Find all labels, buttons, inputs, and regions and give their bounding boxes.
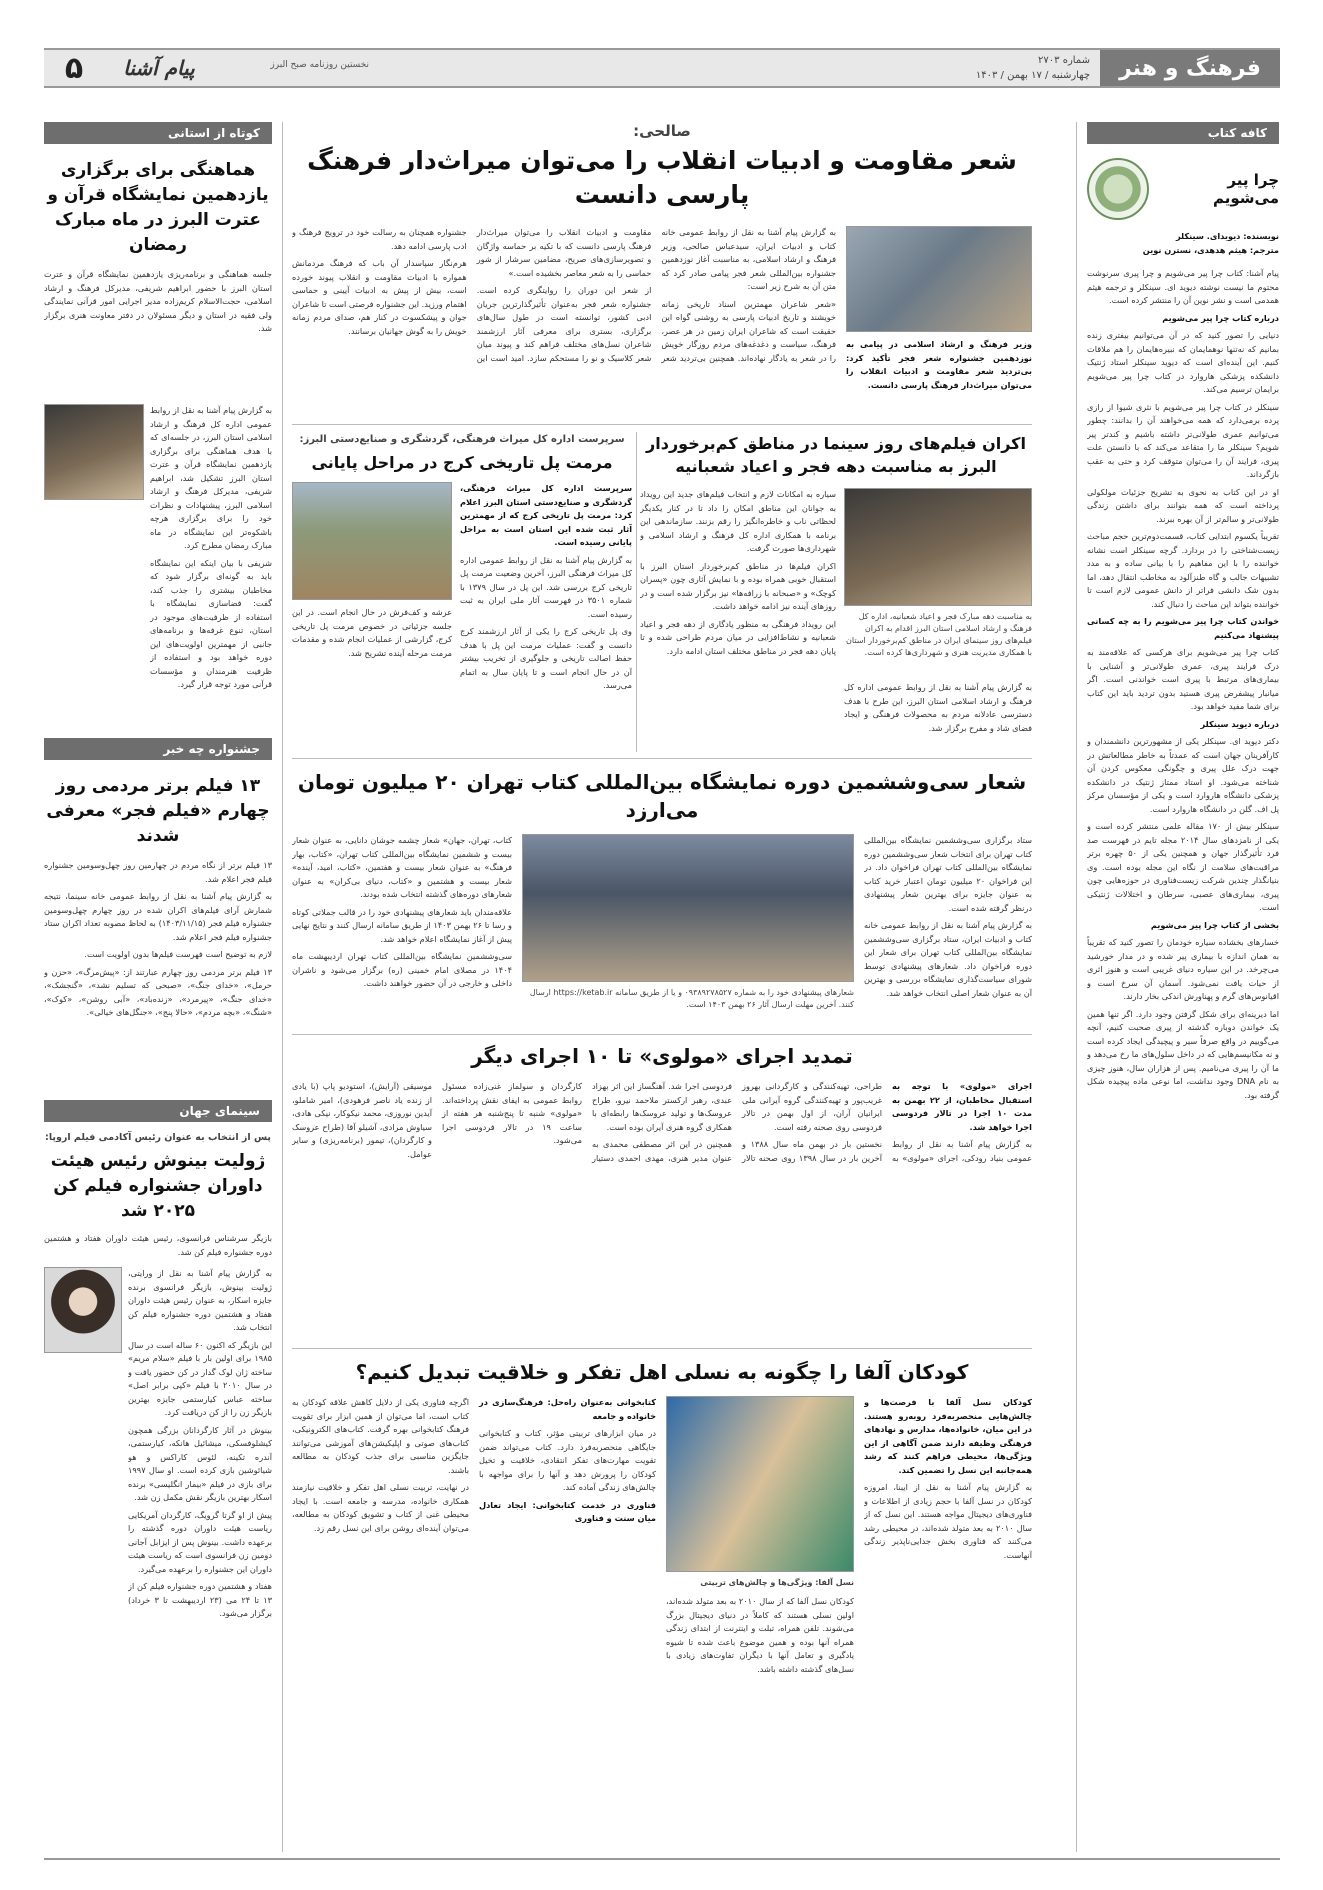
- cinema-story-paragraph: به گزارش پیام آشنا به نقل از روابط عمومی اداره کل فرهنگ و ارشاد اسلامی استان البرز، این طرح با هدف دسترسی عادلانه مردم به محصولات فرهنگی و ایجاد فضای شاد و مفرح برگزار شد.: [844, 682, 1032, 733]
- cinema-world-body: [44, 1267, 272, 1827]
- bookfair-paragraph: علاقه‌مندان باید شعارهای پیشنهادی خود را در قالب جملاتی کوتاه و رسا تا ۲۶ بهمن ۱۴۰۳ از طریق سامانه ارسال کنند و نتایج نهایی پیش از آغاز نمایشگاه اعلام خواهد شد.: [292, 906, 512, 944]
- column-divider: [282, 122, 283, 1852]
- cinema-story-body: [640, 488, 836, 750]
- alpha-paragraph: اگرچه فناوری یکی از دلایل کاهش علاقه کودکان به کتاب است، اما می‌توان از همین ابزار برای تقویت فرهنگ کتابخوانی بهره گرفت. کتاب‌های الکترونیکی، کتاب‌های صوتی و اپلیکیشن‌های آموزشی می‌توانند جایگزین مناسبی برای جذب کودکان به مطالعه باشند.: [292, 1397, 469, 1475]
- cinema-story-paragraph: سیاره به امکانات لازم و انتخاب فیلم‌های جدید این رویداد به جوانان این مناطق امکان را داد تا در کنار یکدیگر لحظاتی ناب و خاطره‌انگیز را رقم بزنند. سازماندهی این برنامه با همکاری اداره کل فرهنگ و ارشاد اسلامی و شهرداری‌ها صورت گرفت.: [640, 489, 836, 553]
- book-paragraph: سینکلر بیش از ۱۷۰ مقاله علمی منتشر کرده است و یکی از نامزدهای سال ۲۰۱۴ مجله تایم در فهرست صد فرد تأثیرگذار جهان و همچنین یکی از ۵۰ چهره برتر مراقبت‌های سلامت از نگاه این مجله بوده است. وی بنیانگذار چندین شرکت زیست‌فناوری در حوزه‌هایی چون پیری، بیماری‌های عصبی، سرطان و اختلالات ژنتیکی است.: [1087, 821, 1279, 912]
- bookfair-lead: ستاد برگزاری سی‌وششمین نمایشگاه بین‌المللی کتاب تهران برای انتخاب شعار سی‌وششمین دوره نمایشگاه بین‌المللی کتاب تهران فراخوان داد. در این فراخوان ۲۰ میلیون تومان اعتبار خرید کتاب به عنوان جایزه برای بهترین شعار پیشنهادی درنظر گرفته شده است.: [864, 835, 1032, 913]
- book-translators: مترجم: هیثم هدهدی، نسترن نوین: [1142, 244, 1279, 255]
- molavi-lead: اجرای «مولوی» با توجه به استقبال مخاطبان، از ۲۲ بهمن به مدت ۱۰ اجرا در تالار فردوسی اجرا خواهد شد.: [892, 1081, 1032, 1132]
- bookfair-paragraph: به گزارش پیام آشنا به نقل از روابط عمومی خانه کتاب و ادبیات ایران، ستاد برگزاری سی‌وششمین نمایشگاه بین‌المللی کتاب تهران برای شعار این دوره فراخوان داد. شعارهای پیشنهادی توسط شورای سیاست‌گذاری نمایشگاه بررسی و بهترین آن به عنوان شعار اصلی انتخاب خواهد شد.: [864, 920, 1032, 998]
- book-cafe-column: [1087, 122, 1279, 1852]
- bookfair-paragraph: سی‌وششمین نمایشگاه بین‌المللی کتاب تهران اردیبهشت ماه ۱۴۰۴ در مصلای امام خمینی (ره) برگزار می‌شود و ناشران داخلی و خارجی در آن حضور خواهند داشت.: [292, 951, 512, 988]
- cinema-story-paragraph: اکران فیلم‌ها در مناطق کم‌برخوردار استان البرز با استقبال خوبی همراه بوده و با نمایش آثاری چون «پسران کوچک» و «صبحانه با زرافه‌ها» نیز برگزار شده است و در روزهای آینده نیز ادامه خواهد داشت.: [640, 560, 836, 611]
- cinema-world-kicker: پس از انتخاب به عنوان رئیس آکادمی فیلم اروپا:: [45, 1132, 271, 1143]
- bookfair-col-1: [864, 834, 1032, 1044]
- short-news-headline: هماهنگی برای برگزاری یازدهمین نمایشگاه قرآن و عترت البرز در ماه مبارک رمضان: [47, 160, 269, 255]
- film-festival-header: جشنواره چه خبر: [44, 738, 272, 760]
- bridge-story-paragraph: عرشه و کف‌فرش در حال انجام است. در این جلسه جزئیاتی در خصوص مرمت پل تاریخی کرج، گزارشی از عملیات انجام شده و مقدمات مرمت مرحله آینده تشریح شد.: [292, 607, 452, 658]
- main-story-first-col: [846, 226, 1032, 446]
- molavi-paragraph: نخستین بار در بهمن ماه سال ۱۳۸۸ و آخرین بار در سال ۱۳۹۸ روی صحنه تالار فردوسی اجرا شد. آهنگساز این اثر بهزاد عبدی، رهبر ارکستر ملاحمد نیرو، طراح عروسک‌ها و تولید عروسک‌ها رابطه‌ای با همکاری گروه هنری آیران بوده است.: [592, 1081, 882, 1163]
- molavi-paragraph: همچنین در این اثر مصطفی محمدی به عنوان مدیر هنری، مهدی احمدی دستیار کارگردان و سولماز غنی‌زاده مسئول روابط عمومی به ایفای نقش پرداخته‌اند. «مولوی» شنبه تا پنج‌شنبه هر هفته از ساعت ۱۹ در تالار فردوسی اجرا می‌شود.: [442, 1081, 732, 1163]
- alpha-subheading: کتابخوانی به‌عنوان راه‌حل: فرهنگ‌سازی در خانواده و جامعه: [479, 1397, 656, 1421]
- film-festival-paragraph: لازم به توضیح است فهرست فیلم‌ها بدون اولویت است.: [84, 949, 272, 959]
- cinema-world-paragraph: بینوش در آثار کارگردانان بزرگی همچون کیشلوفسکی، میشائیل هانکه، کیارستمی، آندره تکینه، لئوس کاراکس و هو شیائوشین بازی کرده است. او سال ۱۹۹۷ برای بازی در فیلم «بیمار انگلیسی» برنده اسکار بهترین بازیگر نقش مکمل زن شد.: [128, 1424, 272, 1502]
- cinema-world-box: [44, 1100, 272, 1852]
- issue-date: چهارشنبه / ۱۷ بهمن / ۱۴۰۳: [975, 70, 1090, 81]
- cinema-story-caption: به مناسبت دهه مبارک فجر و اعیاد شعبانیه، اداره کل فرهنگ و ارشاد اسلامی استان البرز اقدام به اکران فیلم‌های روز سینمای ایران در مناطق کم‌برخوردار استان با همکاری مدیریت هنری و شهرداری‌ها کرده است.: [846, 612, 1032, 657]
- cinema-world-paragraph: این بازیگر که اکنون ۶۰ ساله است در سال ۱۹۸۵ برای اولین بار با فیلم «سلام مریم» ساخته ژان لوک گدار در کن حضور یافت و در سال ۲۰۱۰ با فیلم «کپی برابر اصل» ساخته عباس کیارستمی جایزه بهترین بازیگر زن را از کن دریافت کرد.: [128, 1339, 272, 1417]
- section-divider: [292, 424, 1032, 425]
- page-bottom-rule: [44, 1858, 1280, 1860]
- section-divider: [292, 1348, 1032, 1349]
- photo-boy-reading: [666, 1396, 854, 1572]
- alpha-subheading: فناوری در خدمت کتابخوانی: ایجاد تعادل میان سنت و فناوری: [479, 1499, 656, 1523]
- short-news-lead: جلسه هماهنگی و برنامه‌ریزی یازدهمین نمایشگاه قرآن و عترت استان البرز با حضور ابراهیم شریفی، مدیرکل فرهنگ و ارشاد اسلامی، حجت‌الاسلام کریم‌زاده مدیر اجرایی امور قرآنی نمایندگی ولی فقیه در استان و دیگر مسئولان در دفتر معاونت هنری برگزار شد.: [44, 269, 272, 333]
- book-paragraph: اما دیرینه‌ای برای شکل گرفتن وجود دارد. اگر تنها همین یک خواندن دوباره گذشته از پیری صحبت کنیم، آنچه می‌گوییم در واقع صرفاً سیر و پیچیدگی ایجاد کرده است و نه مکانیسم‌هایی که در داخل سلول‌های ما رخ می‌دهد و ما آن را پیری می‌نامیم. پس از هزاران سال، هنوز چیزی به نام DNA وجود نداشت، اما نوعی ماده پیچیده شکل گرفته بود.: [1087, 1008, 1279, 1100]
- book-intro: پیام آشنا: کتاب چرا پیر می‌شویم و چرا پیری سرنوشت محتوم ما نیست نوشته دیوید ای. سینکلر و ترجمه هیثم همدمی است و نشر نوین آن را منتشر کرده است.: [1087, 268, 1279, 305]
- book-paragraph: دنیایی را تصور کنید که در آن می‌توانیم بیفتری زنده بمانیم که نه‌تنها نوهمایمان که نبیره‌هایمان را هم ملاقات کنیم. این آینده‌ای است که دیوید سینکلر استاد ژنتیک دانشکده پزشکی هاروارد در کتاب چرا پیر می‌شویم برایمان ترسیم می‌کند.: [1087, 330, 1279, 394]
- photo-meeting: [44, 404, 144, 500]
- molavi-headline: تمدید اجرای «مولوی» تا ۱۰ اجرای دیگر: [471, 1044, 853, 1068]
- bridge-story-lead: سرپرست اداره کل میراث فرهنگی، گردشگری و صنایع‌دستی استان البرز اعلام کرد: مرمت پل تاریخی کرج که از مهمترین آثار ثبت شده این استان است به مراحل پایانی رسیده است.: [460, 483, 632, 547]
- main-story-paragraph: «شعر شاعران مهمترین اسناد تاریخی زمانه خویشند و تاریخ ادبیات پارسی به روشنی گواه این حقیقت است که شاعران ایران زمین در هر عصر، فرهنگ، سیاست و دغدغه‌های مردم روزگار خویش را در شعر به یادگار نهاده‌اند. همچنین بی‌تردید شعر مقاومت و ادبیات انقلاب را می‌توان میراث‌دار فرهنگ پارسی دانست که با تکیه بر حماسه واژگان و تصویرسازی‌های صریح، مضامین سرشار از شور حماسی را به شعر معاصر بخشیده است.»: [476, 227, 836, 363]
- main-story-paragraph: از شعر این دوران را روایتگری کرده است. جشنواره شعر فجر به‌عنوان تأثیرگذارترین جریان ادبی کشور، توانسته است در طول سال‌های برگزاری، بستری برای معرفی آثار ارزشمند شاعران نسل‌های مختلف فراهم کند و پیوند میان شعر کلاسیک و نو را مستحکم سازد. امید است این جشنواره همچنان به رسالت خود در ترویج فرهنگ و ادب پارسی ادامه دهد.: [292, 227, 652, 363]
- alpha-paragraph: کودکان نسل آلفا که از سال ۲۰۱۰ به بعد متولد شده‌اند، اولین نسلی هستند که کاملاً در دنیای دیجیتال بزرگ می‌شوند. تلفن همراه، تبلت و اینترنت از ابتدای زندگی همراه آنها بوده و همین موضوع باعث شده تا شیوه یادگیری و تعامل آنها با دیگران تفاوت‌های زیادی با نسل‌های گذشته داشته باشد.: [666, 1596, 854, 1674]
- book-paragraph: سینکلر در کتاب چرا پیر می‌شویم با نثری شیوا از رازی پرده برمی‌دارد که همه می‌خواهند آن را بدانند: چطور می‌توانیم عمری طولانی‌تر داشته باشیم و کندتر پیر شویم؟ سینکلر ما را متقاعد می‌کند که با دانستن علت پیری، فرایند آن را می‌توان متوقف کرد و حتی به عقب بازگرداند.: [1087, 401, 1279, 479]
- film-festival-box: [44, 738, 272, 1068]
- alpha-headline: کودکان آلفا را چگونه به نسلی اهل تفکر و خلاقیت تبدیل کنیم؟: [355, 1360, 969, 1384]
- film-festival-lead: ۱۳ فیلم برتر از نگاه مردم در چهارمین روز چهل‌وسومین جشنواره فیلم فجر اعلام شد.: [44, 860, 272, 884]
- issue-number: شماره ۲۷۰۳: [1038, 55, 1090, 66]
- book-cafe-body: [1087, 267, 1279, 1857]
- bridge-story-headline: مرمت پل تاریخی کرج در مراحل پایانی: [311, 453, 613, 472]
- short-news-paragraph: شریفی با بیان اینکه این نمایشگاه باید به گونه‌ای برگزار شود که مخاطبان بیشتری را جذب کند، گفت: فضاسازی نمایشگاه با استفاده از ظرفیت‌های موجود در استان، تنوع غرفه‌ها و برنامه‌های جانبی از مهمترین اولویت‌های این دوره خواهد بود و استفاده از ظرفیت هنرمندان و مؤسسات قرآنی مورد توجه قرار گیرد.: [150, 557, 272, 689]
- short-news-header: کوتاه از استانی: [44, 122, 272, 144]
- book-subheading-3: درباره دیوید سینکلر: [1200, 718, 1279, 729]
- alpha-intro: کودکان نسل آلفا با فرصت‌ها و چالش‌هایی منحصربه‌فرد روبه‌رو هستند. در این میان، خانواده‌ها، مدارس و نهادهای فرهنگی وظیفه دارند ضمن آگاهی از این ویژگی‌ها، محیطی فراهم کنند که رشد همه‌جانبه این نسل را تضمین کند.: [864, 1397, 1032, 1475]
- cinema-world-lead: بازیگر سرشناس فرانسوی، رئیس هیئت داوران هفتاد و هشتمین دوره جشنواره فیلم کن شد.: [44, 1233, 272, 1257]
- film-festival-paragraph: به گزارش پیام آشنا به نقل از روابط عمومی خانه سینما، نتیجه شمارش آرای فیلم‌های اکران شده در روز چهارم چهل‌وسومین جشنواره فیلم فجر (۱۴۰۳/۱۱/۱۵) به لحاظ مصوبه تعداد اکران ستاد جشنواره فیلم فجر اعلام شد.: [44, 891, 272, 942]
- film-festival-headline: ۱۳ فیلم برتر مردمی روز چهارم «فیلم فجر» معرفی شدند: [46, 776, 270, 846]
- bookfair-headline: شعار سی‌وششمین دوره نمایشگاه بین‌المللی کتاب تهران ۲۰ میلیون تومان می‌ارزد: [297, 770, 1027, 822]
- book-paragraph: کتاب چرا پیر می‌شویم برای هرکسی که علاقه‌مند به درک فرایند پیری، عمری طولانی‌تر و آشنایی با بیماری‌های مرتبط با پیری است خواندنی است. اگر میانبار پیشفرض پیری هستید بدون تردید باید این کتاب برای شما مفید خواهد بود.: [1087, 647, 1279, 711]
- alpha-body: [292, 1396, 656, 1836]
- bridge-story-paragraph: به گزارش پیام آشنا به نقل از روابط عمومی اداره کل میراث فرهنگی البرز، آخرین وضعیت مرمت پل تاریخی کرج بررسی شد. این پل در سال ۱۳۷۹ با شماره ۳۵۰۱ در فهرست آثار ملی ایران به ثبت رسیده است.: [460, 554, 632, 619]
- photo-juliette-binoche: [44, 1267, 122, 1353]
- photo-cinema-screening: [844, 488, 1032, 606]
- bookfair-paragraph: کتاب، تهران، جهان» شعار چشمه جوشان دانایی، به عنوان شعار بیست و ششمین نمایشگاه بین‌المللی کتاب تهران، «کتاب، بهار فرهنگ» به عنوان شعار بیست و هفتمین، «کتاب، امید، آینده» شعار بیست و هشتمین و «کتاب، دنیای بی‌کران» به عنوان شعارهای دوره‌های گذشته انتخاب شده بودند.: [292, 835, 512, 899]
- molavi-paragraph: به گزارش پیام آشنا به نقل از روابط عمومی بنیاد رودکی، اجرای «مولوی» به طراحی، تهیه‌کنندگی و کارگردانی بهروز غریب‌پور و تهیه‌کنندگی گروه آیرانی ملی ایرانیان آران، از اول بهمن در تالار فردوسی روی صحنه رفته است.: [742, 1081, 1032, 1163]
- cinema-story-paragraph: این رویداد فرهنگی به منظور یادگاری از دهه فجر و اعیاد شعبانیه و نشاط‌افزایی در میان مردم طراحی شده و تا پایان دهه فجر در مناطق مختلف استان ادامه دارد.: [640, 618, 836, 656]
- alpha-story: [292, 1358, 1032, 1852]
- main-story-headline: شعر مقاومت و ادبیات انقلاب را می‌توان میراث‌دار فرهنگ پارسی دانست: [307, 146, 1017, 209]
- book-subheading-2: خواندن کتاب چرا پیر می‌شویم را به چه کسانی پیشنهاد می‌کنیم: [1087, 616, 1279, 640]
- cinema-world-paragraph: پیش از او گرتا گرویگ، کارگردان آمریکایی ریاست هیئت داوران دوره گذشته را برعهده داشت. بینوش پس از ایزابل آجانی دومین زن فرانسوی است که ریاست هیئت داوران این جشنواره را برعهده می‌گیرد.: [128, 1509, 272, 1574]
- book-cover-logo-icon: [1087, 158, 1149, 220]
- book-author: نویسنده: دیویدای. سینکلر: [1175, 231, 1279, 241]
- main-story: [292, 122, 1032, 422]
- bridge-story-text-col: [460, 482, 632, 734]
- page-number: ۵: [64, 50, 84, 86]
- section-divider: [292, 758, 1032, 759]
- bookfair-col-3: [292, 834, 512, 1044]
- photo-book-fair: [522, 834, 854, 982]
- main-story-lead: وزیر فرهنگ و ارشاد اسلامی در پیامی به نوزدهمین جشنواره شعر فجر تأکید کرد: بی‌تردید شعر مقاومت و ادبیات انقلاب را می‌توان میراث‌دار فرهنگ پارسی دانست.: [846, 339, 1032, 390]
- bookfair-photo-col: [522, 834, 854, 1044]
- cinema-story-headline: اکران فیلم‌های روز سینما در مناطق کم‌برخوردار البرز به مناسبت دهه فجر و اعیاد شعبانیه: [646, 434, 1026, 476]
- cinema-world-paragraph: هفتاد و هشتمین دوره جشنواره فیلم کن از ۱۳ تا ۲۴ می (۲۳ اردیبهشت تا ۳ خرداد) برگزار می‌شود.: [128, 1581, 272, 1618]
- short-news-body: [44, 404, 272, 784]
- newspaper-logo: پیام آشنا: [123, 56, 195, 80]
- cinema-world-paragraph: به گزارش پیام آشنا به نقل از ورایتی، ژولیت بینوش، بازیگر فرانسوی برنده جایزه اسکار، به عنوان رئیس هیئت داوران هفتاد و هشتمین دوره جشنواره فیلم کن انتخاب شد.: [128, 1268, 272, 1332]
- section-title: فرهنگ و هنر: [1100, 50, 1280, 86]
- column-divider: [636, 432, 637, 752]
- alpha-caption: نسل آلفا: ویژگی‌ها و چالش‌های تربیتی: [700, 1578, 854, 1587]
- cinema-story: [640, 432, 1032, 752]
- short-news-paragraph: به گزارش پیام آشنا به نقل از روابط عمومی اداره کل فرهنگ و ارشاد اسلامی استان البرز، در جلسه‌ای که با هدف هماهنگی برای برگزاری یازدهمین نمایشگاه قرآن و عترت استان البرز تشکیل شد، ابراهیم شریفی، مدیرکل فرهنگ و ارشاد اسلامی البرز، پیشنهادات و نظرات خود را برای برگزاری هرچه باشکوه‌تر این نمایشگاه در ماه مبارک رمضان مطرح کرد.: [150, 405, 272, 550]
- short-news-box: [44, 122, 272, 712]
- cinema-world-headline: ژولیت بینوش رئیس هیئت داوران جشنواره فیلم کن ۲۰۲۵ شد: [50, 1151, 266, 1221]
- alpha-col-1: [864, 1396, 1032, 1836]
- main-story-body: [292, 226, 836, 446]
- bridge-story: [292, 432, 632, 752]
- molavi-paragraph: موسیقی (آرایش)، استودیو پاپ (با یادی از زنده یاد ناصر فرهودی)، امیر شاملو، آیدین نوروزی، محمد نیکوکار، نیکی هادی، سیاوش مرادی، آشیلو آقا (طراح عروسک و کارگردان)، تیمور (برنامه‌ریزی) و سایر عوامل.: [292, 1081, 432, 1159]
- book-subheading-1: درباره کتاب چرا پیر می‌شویم: [1162, 312, 1279, 323]
- newspaper-tagline: نخستین روزنامه صبح البرز: [270, 60, 369, 70]
- molavi-story: [292, 1042, 1032, 1342]
- book-paragraph: تقریباً یکسوم ابتدایی کتاب، قسمت‌دوم‌ترین حجم مباحث زیست‌شناختی را در بردارد. گرچه سینکلر است نشانه خواننده را با این مفاهیم را با بیانی ساده و به مدد تشبیهات جالب و گاه طنزآلود به مخاطب انتقال دهد، اما بدون شک دانشی فراتر از دانش عمومی لازم است تا خواننده بتواند این مباحث را دنبال کند.: [1087, 531, 1279, 609]
- main-story-paragraph: هرم‌نگار سپاسدار آن باب که فرهنگ مردمانش همواره با ادبیات مقاومت و انقلاب پیوند خورده است، بیش از پیش به ادبیات آیینی و حماسی اهتمام ورزید. این جشنواره فرصتی است تا شاعران جوان و پیشکسوت در کنار هم، صدای مردم زمانه خویش را به گوش جهانیان برسانند.: [292, 258, 467, 336]
- book-title: چرا پیر می‌شویم: [1212, 171, 1279, 207]
- issue-info: [970, 53, 1090, 83]
- photo-karaj-bridge: [292, 482, 452, 600]
- book-cafe-header: کافه کتاب: [1087, 122, 1279, 144]
- main-story-kicker: صالحی:: [633, 122, 691, 140]
- cinema-world-header: سینمای جهان: [44, 1100, 272, 1122]
- book-paragraph: او در این کتاب به نحوی به تشریح جزئیات مولکولی پرداخته است که همه بتوانند برای داشتن زندگی طولانی‌تر و سالم‌تر از آن بهره ببرند.: [1087, 486, 1279, 524]
- photo-minister: [846, 226, 1032, 332]
- film-festival-body: [44, 859, 272, 1079]
- bookfair-caption: شعارهای پیشنهادی خود را به شماره ۰۹۳۸۹۲۷۸۵۲۷ و یا از طریق سامانه https://ketab.ir ارسال کنند. آخرین مهلت ارسال آثار ۲۶ بهمن ۱۴۰۳ است.: [529, 988, 854, 1009]
- book-title-block: [1087, 158, 1279, 220]
- bridge-story-paragraph: وی پل تاریخی کرج را یکی از آثار ارزشمند کرج دانست و گفت: عملیات مرمت این پل با هدف حفظ اصالت تاریخی و جلوگیری از تخریب بیشتر آن در حال انجام است و تا پایان سال به اتمام می‌رسد.: [460, 626, 632, 690]
- column-divider: [1076, 122, 1077, 1852]
- alpha-paragraph: در میان ابزارهای تربیتی مؤثر، کتاب و کتابخوانی جایگاهی منحصربه‌فرد دارد. کتاب می‌تواند ضمن تقویت مهارت‌های تفکر انتقادی، خلاقیت و تخیل کودکان را پرورش دهد و آنها را برای مواجهه با چالش‌های زندگی آماده کند.: [479, 1428, 656, 1492]
- bookfair-story: [292, 768, 1032, 1028]
- bridge-story-kicker: سرپرست اداره کل میراث فرهنگی، گردشگری و صنایع‌دستی البرز:: [299, 434, 625, 445]
- molavi-body: [292, 1080, 1032, 1320]
- book-paragraph: دکتر دیوید ای. سینکلر یکی از مشهورترین دانشمندان و کارآفرینان جهان است که عمدتاً به خاطر مطالعاتش در جهت درک علل پیری و چگونگی معکوس کردن آن شناخته می‌شود. او استاد ممتاز ژنتیک در دانشکده پزشکی دانشگاه هاروارد است و یکی از مؤسسان مرکز پل اف. گلن در دانشگاه هاروارد است.: [1087, 736, 1279, 814]
- book-paragraph: خسارهای بخشاده سیاره خودمان را تصور کنید که تقریباً به همان اندازه با بیماری پیر شده و در مدار خورشید می‌چرخد. در این سیاره دنیای غریبی است و هنوز اثری از حیات یافت نمی‌شود. آسمان آن سرخ است و اقیانوس‌های گرم و پهناورش اندکی بخار دارند.: [1087, 937, 1279, 1001]
- bridge-story-photo-col: [292, 482, 452, 734]
- alpha-paragraph: در نهایت، تربیت نسلی اهل تفکر و خلاقیت نیازمند همکاری خانواده، مدرسه و جامعه است. با ایجاد محیطی غنی از کتاب و تشویق کودکان به مطالعه، می‌توان آینده‌ای روشن برای این نسل رقم زد.: [292, 1482, 469, 1533]
- page-header: [44, 48, 1280, 88]
- alpha-photo-col: [666, 1396, 854, 1836]
- alpha-paragraph: به گزارش پیام آشنا به نقل از ایبنا، امروزه کودکان در نسل آلفا با حجم زیادی از اطلاعات و فناوری‌های دیجیتال مواجه هستند. این نسل که از سال ۲۰۱۰ به بعد متولد شده‌اند، در محیطی رشد می‌کنند که فناوری بخش جدایی‌ناپذیر زندگی آنهاست.: [864, 1482, 1032, 1560]
- film-festival-paragraph: ۱۳ فیلم برتر مردمی روز چهارم عبارتند از: «پیش‌مرگ»، «حزن و حرمل»، «خدای جنگ»، «صبحی که تسلیم نشد»، «گنجشک»، «خدای جنگ»، «پیرمرد»، «زنده‌باد»، «آبی روشن»، «کوک»، «شنگ»، «بچه مردم»، «حالا پنج»، «جنگل‌های خیالی».: [44, 966, 272, 1017]
- cinema-story-photo-col: [844, 488, 1032, 751]
- book-subheading-4: بخشی از کتاب چرا پیر می‌شویم: [1150, 919, 1279, 930]
- section-divider: [292, 1034, 1032, 1035]
- main-story-paragraph: به گزارش پیام آشنا به نقل از روابط عمومی خانه کتاب و ادبیات ایران، سیدعباس صالحی، وزیر فرهنگ و ارشاد اسلامی، به مناسبت آغاز نوزدهمین جشنواره بین‌المللی شعر فجر پیامی صادر کرد که متن آن به شرح زیر است:: [661, 227, 836, 291]
